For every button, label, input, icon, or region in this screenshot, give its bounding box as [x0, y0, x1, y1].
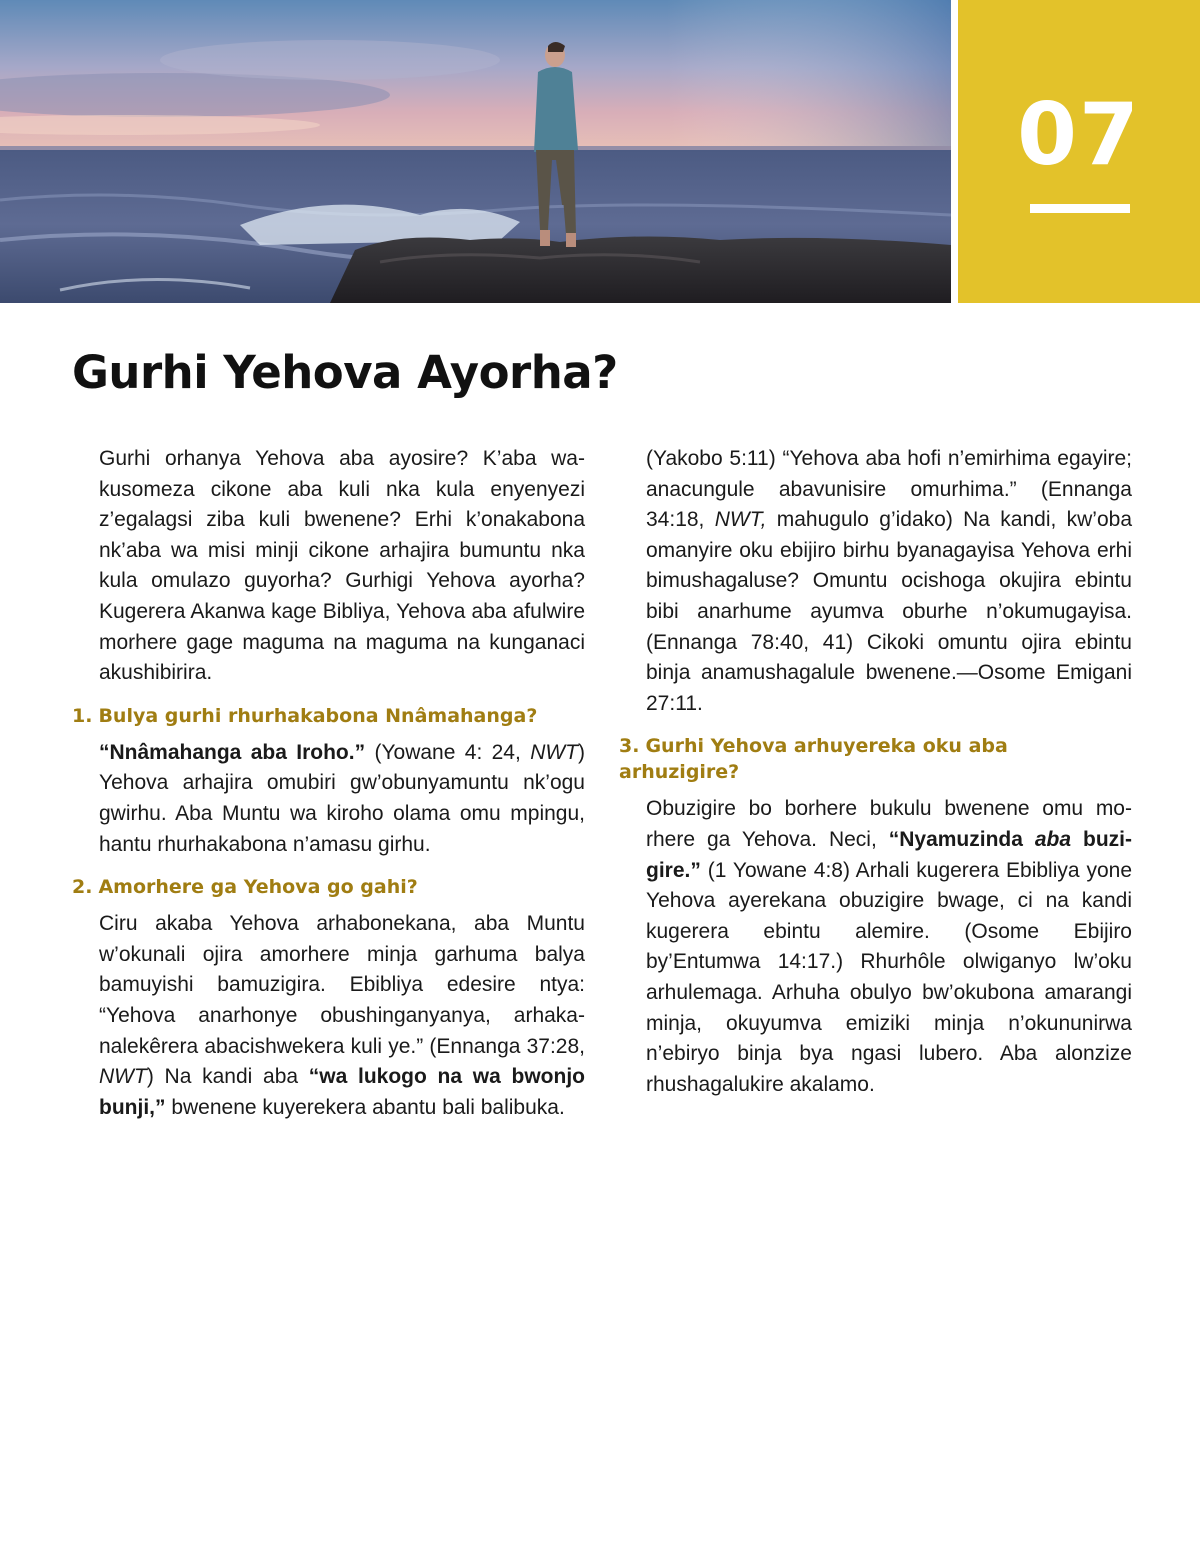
seaside-photo	[0, 0, 951, 303]
question-heading-2	[72, 874, 585, 900]
bible-version: NWT	[99, 1065, 147, 1089]
question-heading-3	[619, 733, 1132, 785]
paragraph-text: ) Na kandi aba	[146, 1065, 309, 1089]
scripture-quote: buzigire.”	[646, 827, 1132, 882]
question-text: Bulya gurhi rhurhakabona Nnâmahanga?	[98, 704, 538, 727]
answer-paragraph-1	[99, 738, 585, 860]
paragraph-text: ) Yehova arhajira omubiri gw’obunyamuntu nk’ogu gwirhu. Aba Muntu wa kiroho olama omu mpingu, hantu rhurhakabona n’amasu girhu.	[99, 740, 586, 856]
paragraph-text: Ciru akaba Yehova arhabonekana, aba Muntu w’okunali ojira amorhere minja garhuma balya bamuyishi bamuzigira. Ebibliya edesire ntya: “Yehova anarhonye obushinganyanya, arhakanalekêrera abacishwekera kuli ye.” (Ennanga 37:28,	[99, 912, 585, 1058]
paragraph-text: (1 Yowane 4:8) Arhali kugerera Ebibliya yone Yehova ayerekana obuzigire bwage, ci na kandi kugerera ebintu alemire. (Osome Ebijiro by’Entumwa 14:17.) Rhurhôle olwiganyo lw’oku arhulemaga. Arhuha obulyo bw’okubona amarangi minja, okuyumva emiziki minja n’okununirwa n’ebiryo binja bya ngasi lubero. Aba alonzize rhushagalukire akalamo.	[646, 858, 1132, 1096]
bible-version: NWT	[530, 740, 579, 764]
scripture-quote: “wa lukogo na wa bwonjo bunji,”	[99, 1065, 585, 1119]
answer-paragraph-2	[99, 909, 585, 1123]
paragraph-text: (Yowane 4: 24,	[365, 740, 531, 764]
question-number: 2.	[72, 876, 93, 899]
paragraph-text: mahugulo g’idako) Na kandi, kw’oba omanyire oku ebijiro birhu byanagayisa Yehova erhi bimushagaluse? Omuntu ocishoga okujira ebintu bibi anarhume ayumva oburhe n’okumugayisa. (Ennanga 78:40, 41) Cikoki omuntu ojira ebintu binja anamushagalule bwenene.—Osome Emigani 27:11.	[646, 508, 1132, 715]
lesson-number: 07	[1017, 85, 1141, 185]
scripture-quote: “Nnâmahanga aba Iroho.”	[99, 740, 366, 764]
paragraph-text: (Yakobo 5:11) “Yehova aba hofi n’emirhima egayire; anacungule abavunisire omurhima.” (Ennanga 34:18,	[646, 447, 1132, 532]
question-number: 3.	[619, 735, 640, 758]
answer-paragraph-3	[646, 794, 1132, 1100]
scripture-quote-emphasis: aba	[1034, 827, 1072, 851]
intro-paragraph: Gurhi orhanya Yehova aba ayosire? K’aba wakusomeza cikone aba kuli nka kula enyenyezi z’egalagsi ziba kuli bwenene? Erhi k’onakabona nk’aba wa misi minji cikone arhajira bumuntu nka kula omulazo guyorha? Gurhigi Yehova ayorha? Kugerera Akanwa kage Bibliya, Yehova aba afulwire morhere gage maguma na maguma na kunganaci akushibirira.	[99, 447, 585, 685]
header-photo	[0, 0, 951, 303]
question-text: Gurhi Yehova arhuyereka oku aba arhuzigire?	[619, 735, 1008, 784]
answer-paragraph-2-continued	[646, 444, 1132, 719]
question-heading-1	[72, 703, 585, 729]
paragraph-text: Obuzigire bo borhere bukulu bwenene omu morhere ga Yehova. Neci,	[646, 797, 1132, 851]
question-text: Amorhere ga Yehova go gahi?	[98, 876, 418, 899]
page-title: Gurhi Yehova Ayorha?	[72, 346, 618, 399]
question-number: 1.	[72, 704, 93, 727]
scripture-quote: “Nyamuzinda	[888, 827, 1035, 851]
lesson-number-block	[958, 0, 1200, 303]
right-column	[619, 444, 1132, 1100]
lesson-number-rule	[1030, 204, 1130, 213]
paragraph-text: bwenene kuyerekera abantu bali balibuka.	[165, 1095, 565, 1119]
left-column	[72, 444, 586, 1123]
bible-version: NWT,	[714, 508, 767, 532]
